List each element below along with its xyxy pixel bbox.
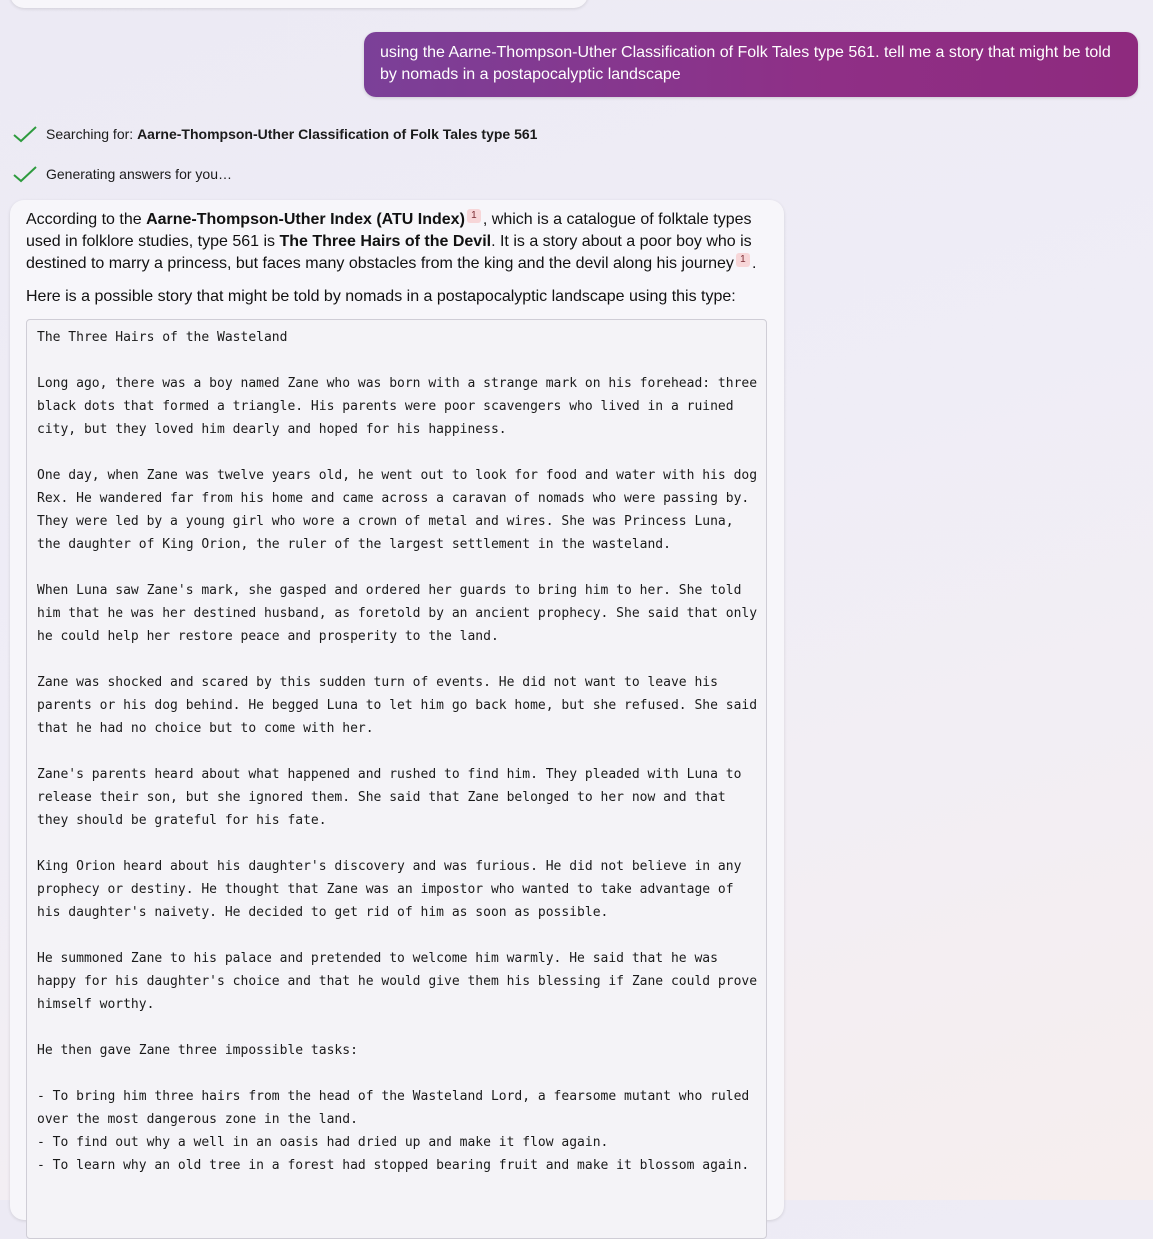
answer-text-c: , which is a catalogue of folktale types used in folklore studies, type 561 is <box>26 211 752 250</box>
story-code-block <box>26 319 767 1239</box>
previous-message-card <box>10 0 588 8</box>
answer-card <box>10 200 784 1220</box>
searching-prefix: Searching for: <box>46 126 138 142</box>
searching-query: Aarne-Thompson-Uther Classification of Folk Tales type 561 <box>137 126 538 142</box>
check-icon <box>12 124 38 144</box>
answer-lead-in-paragraph: Here is a possible story that might be told by nomads in a postapocalyptic landscape using this type: <box>26 288 736 305</box>
user-message-bubble <box>364 32 1138 97</box>
check-icon <box>12 164 38 184</box>
status-searching <box>12 123 537 145</box>
user-message-text: using the Aarne-Thompson-Uther Classification of Folk Tales type 561. tell me a story that might be told by nomads in a postapocalyptic landscape <box>380 44 1111 83</box>
tale-title-term: The Three Hairs of the Devil <box>279 233 492 250</box>
citation-badge[interactable]: 1 <box>736 253 750 267</box>
answer-text-e: . It is a story about a poor boy who is destined to marry a princess, but faces many obstacles from the king and the devil along his journey <box>26 233 752 272</box>
citation-badge[interactable]: 1 <box>467 209 481 223</box>
answer-text-f: . <box>751 255 757 272</box>
answer-intro-paragraph <box>26 209 768 275</box>
answer-text-a: According to the <box>26 211 147 228</box>
generating-text: Generating answers for you… <box>46 166 232 182</box>
atu-index-term: Aarne-Thompson-Uther Index (ATU Index) <box>146 211 465 228</box>
story-text: The Three Hairs of the Wasteland Long ago, there was a boy named Zane who was born with a strange mark on his forehead: three black dots that formed a triangle. His parents were poor scavengers who lived in a ruined city, but they loved him dearly and hoped for his happiness. One day, when Zane was twelve years old, he went out to look for food and water with his dog Rex. He wandered far from his home and came across a caravan of nomads who were passing by. They were led by a young girl who wore a crown of metal and wires. She was Princess Luna, the daughter of King Orion, the ruler of the largest settlement in the wasteland. When Luna saw Zane's mark, she gasped and ordered her guards to bring him to her. She told him that he was her destined husband, as foretold by an ancient prophecy. She said that only he could help her restore peace and prosperity to the land. Zane was shocked and scared by this sudden turn of events. He did not want to leave his parents or his dog behind. He begged Luna to let him go back home, but she refused. She said that he had no choice but to come with her. Zane's parents heard about what happened and rushed to find him. They pleaded with Luna to release their son, but she ignored them. She said that Zane belonged to her now and that they should be grateful for his fate. King Orion heard about his daughter's discovery and was furious. He did not believe in any prophecy or destiny. He thought that Zane was an impostor who wanted to take advantage of his daughter's naivety. He decided to get rid of him as soon as possible. He summoned Zane to his palace and pretended to welcome him warmly. He said that he was happy for his daughter's choice and that he would give them his blessing if Zane could prove himself worthy. He then gave Zane three impossible tasks: - To bring him three hairs from the head of the Wasteland Lord, a fearsome mutant who ruled over the most dangerous zone in the land. - To find out why a well in an oasis had dried up and make it flow again. - To learn why an old tree in a forest had stopped bearing fruit and make it blossom again. <box>37 330 758 1173</box>
status-generating <box>12 163 232 185</box>
